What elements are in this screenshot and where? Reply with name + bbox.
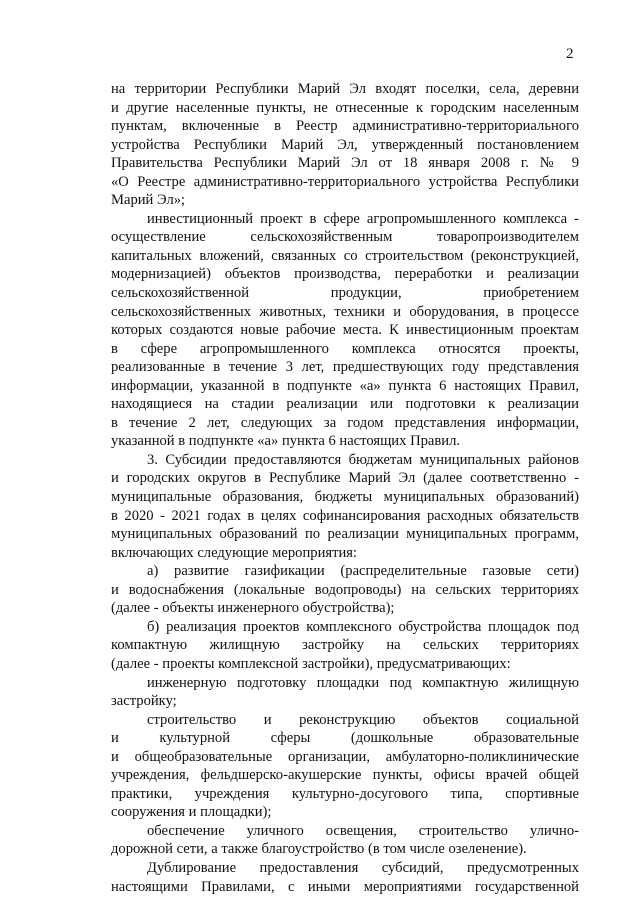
text-line: б) реализация проектов комплексного обустройства площадок под (147, 618, 579, 635)
text-line: пунктам, включенные в Реестр административно-территориального (111, 118, 579, 135)
text-line: находящиеся на стадии реализации или подготовки к реализации (111, 396, 579, 413)
text-line: Марий Эл»; (111, 192, 186, 209)
text-line: (далее - проекты комплексной застройки), предусматривающих: (111, 655, 511, 672)
text-line: в сфере агропромышленного комплекса относятся проекты, (111, 340, 579, 357)
text-line: инженерную подготовку площадки под компактную жилищную (147, 674, 579, 691)
text-line: практики, учреждения культурно-досугового типа, спортивные (111, 785, 579, 802)
text-line: и городских округов в Республике Марий Эл (далее соответственно - (111, 470, 579, 487)
text-line: учреждения, фельдшерско-акушерские пункты, офисы врачей общей (111, 767, 579, 784)
text-line: в 2020 - 2021 годах в целях софинансирования расходных обязательств (111, 507, 579, 524)
text-line: устройства Республики Марий Эл, утвержденный постановлением (111, 136, 579, 153)
text-line: реализованные в течение 3 лет, предшествующих году представления (111, 359, 579, 376)
text-line: информации, указанной в подпункте «а» пункта 6 настоящих Правил, (111, 377, 579, 394)
document-body (111, 80, 579, 896)
text-line: капитальных вложений, связанных со строительством (реконструкцией, (111, 247, 579, 264)
text-line: которых создаются новые рабочие места. К инвестиционным проектам (111, 322, 579, 339)
text-line: обеспечение уличного освещения, строительство улично- (147, 822, 579, 839)
text-line: указанной в подпункте «а» пункта 6 настоящих Правил. (111, 433, 461, 450)
text-line: (далее - объекты инженерного обустройства); (111, 600, 395, 617)
text-line: компактную жилищную застройку на сельских территориях (111, 637, 579, 654)
text-line: в течение 2 лет, следующих за годом представления информации, (111, 414, 579, 431)
text-line: застройку; (111, 693, 177, 710)
text-line: на территории Республики Марий Эл входят поселки, села, деревни (111, 81, 579, 97)
text-line: муниципальные образования, бюджеты муниципальных образований) (111, 489, 579, 506)
text-line: настоящими Правилами, с иными мероприятиями государственной (111, 878, 579, 895)
text-line: осуществление сельскохозяйственным товаропроизводителем (111, 229, 579, 246)
text-line: и водоснабжения (локальные водопроводы) на сельских территориях (111, 581, 579, 598)
text-line: инвестиционный проект в сфере агропромышленного комплекса - (147, 210, 579, 227)
page-number: 2 (566, 46, 574, 62)
text-line: модернизацией) объектов производства, переработки и реализации (111, 266, 579, 283)
text-line: и другие населенные пункты, не отнесенные к городским населенным (111, 99, 579, 116)
text-line: Правительства Республики Марий Эл от 18 января 2008 г. № 9 (111, 155, 579, 172)
text-line: сооружения и площадки); (111, 804, 272, 821)
text-line: и общеобразовательные организации, амбулаторно-поликлинические (111, 748, 579, 765)
text-line: а) развитие газификации (распределительные газовые сети) (147, 563, 579, 580)
text-line: и культурной сферы (дошкольные образовательные (111, 730, 579, 747)
text-line: строительство и реконструкцию объектов социальной (147, 711, 579, 728)
text-line: Дублирование предоставления субсидий, предусмотренных (147, 859, 579, 876)
text-line: муниципальных образований по реализации муниципальных программ, (111, 526, 579, 543)
text-line: дорожной сети, а также благоустройство (в том числе озеленение). (111, 841, 527, 858)
text-line: сельскохозяйственной продукции, приобретением (111, 285, 579, 302)
text-line: включающих следующие мероприятия: (111, 544, 358, 561)
text-line: 3. Субсидии предоставляются бюджетам муниципальных районов (147, 451, 579, 468)
text-line: сельскохозяйственных животных, техники и оборудования, в процессе (111, 303, 579, 320)
text-line: «О Реестре административно-территориального устройства Республики (111, 173, 579, 190)
